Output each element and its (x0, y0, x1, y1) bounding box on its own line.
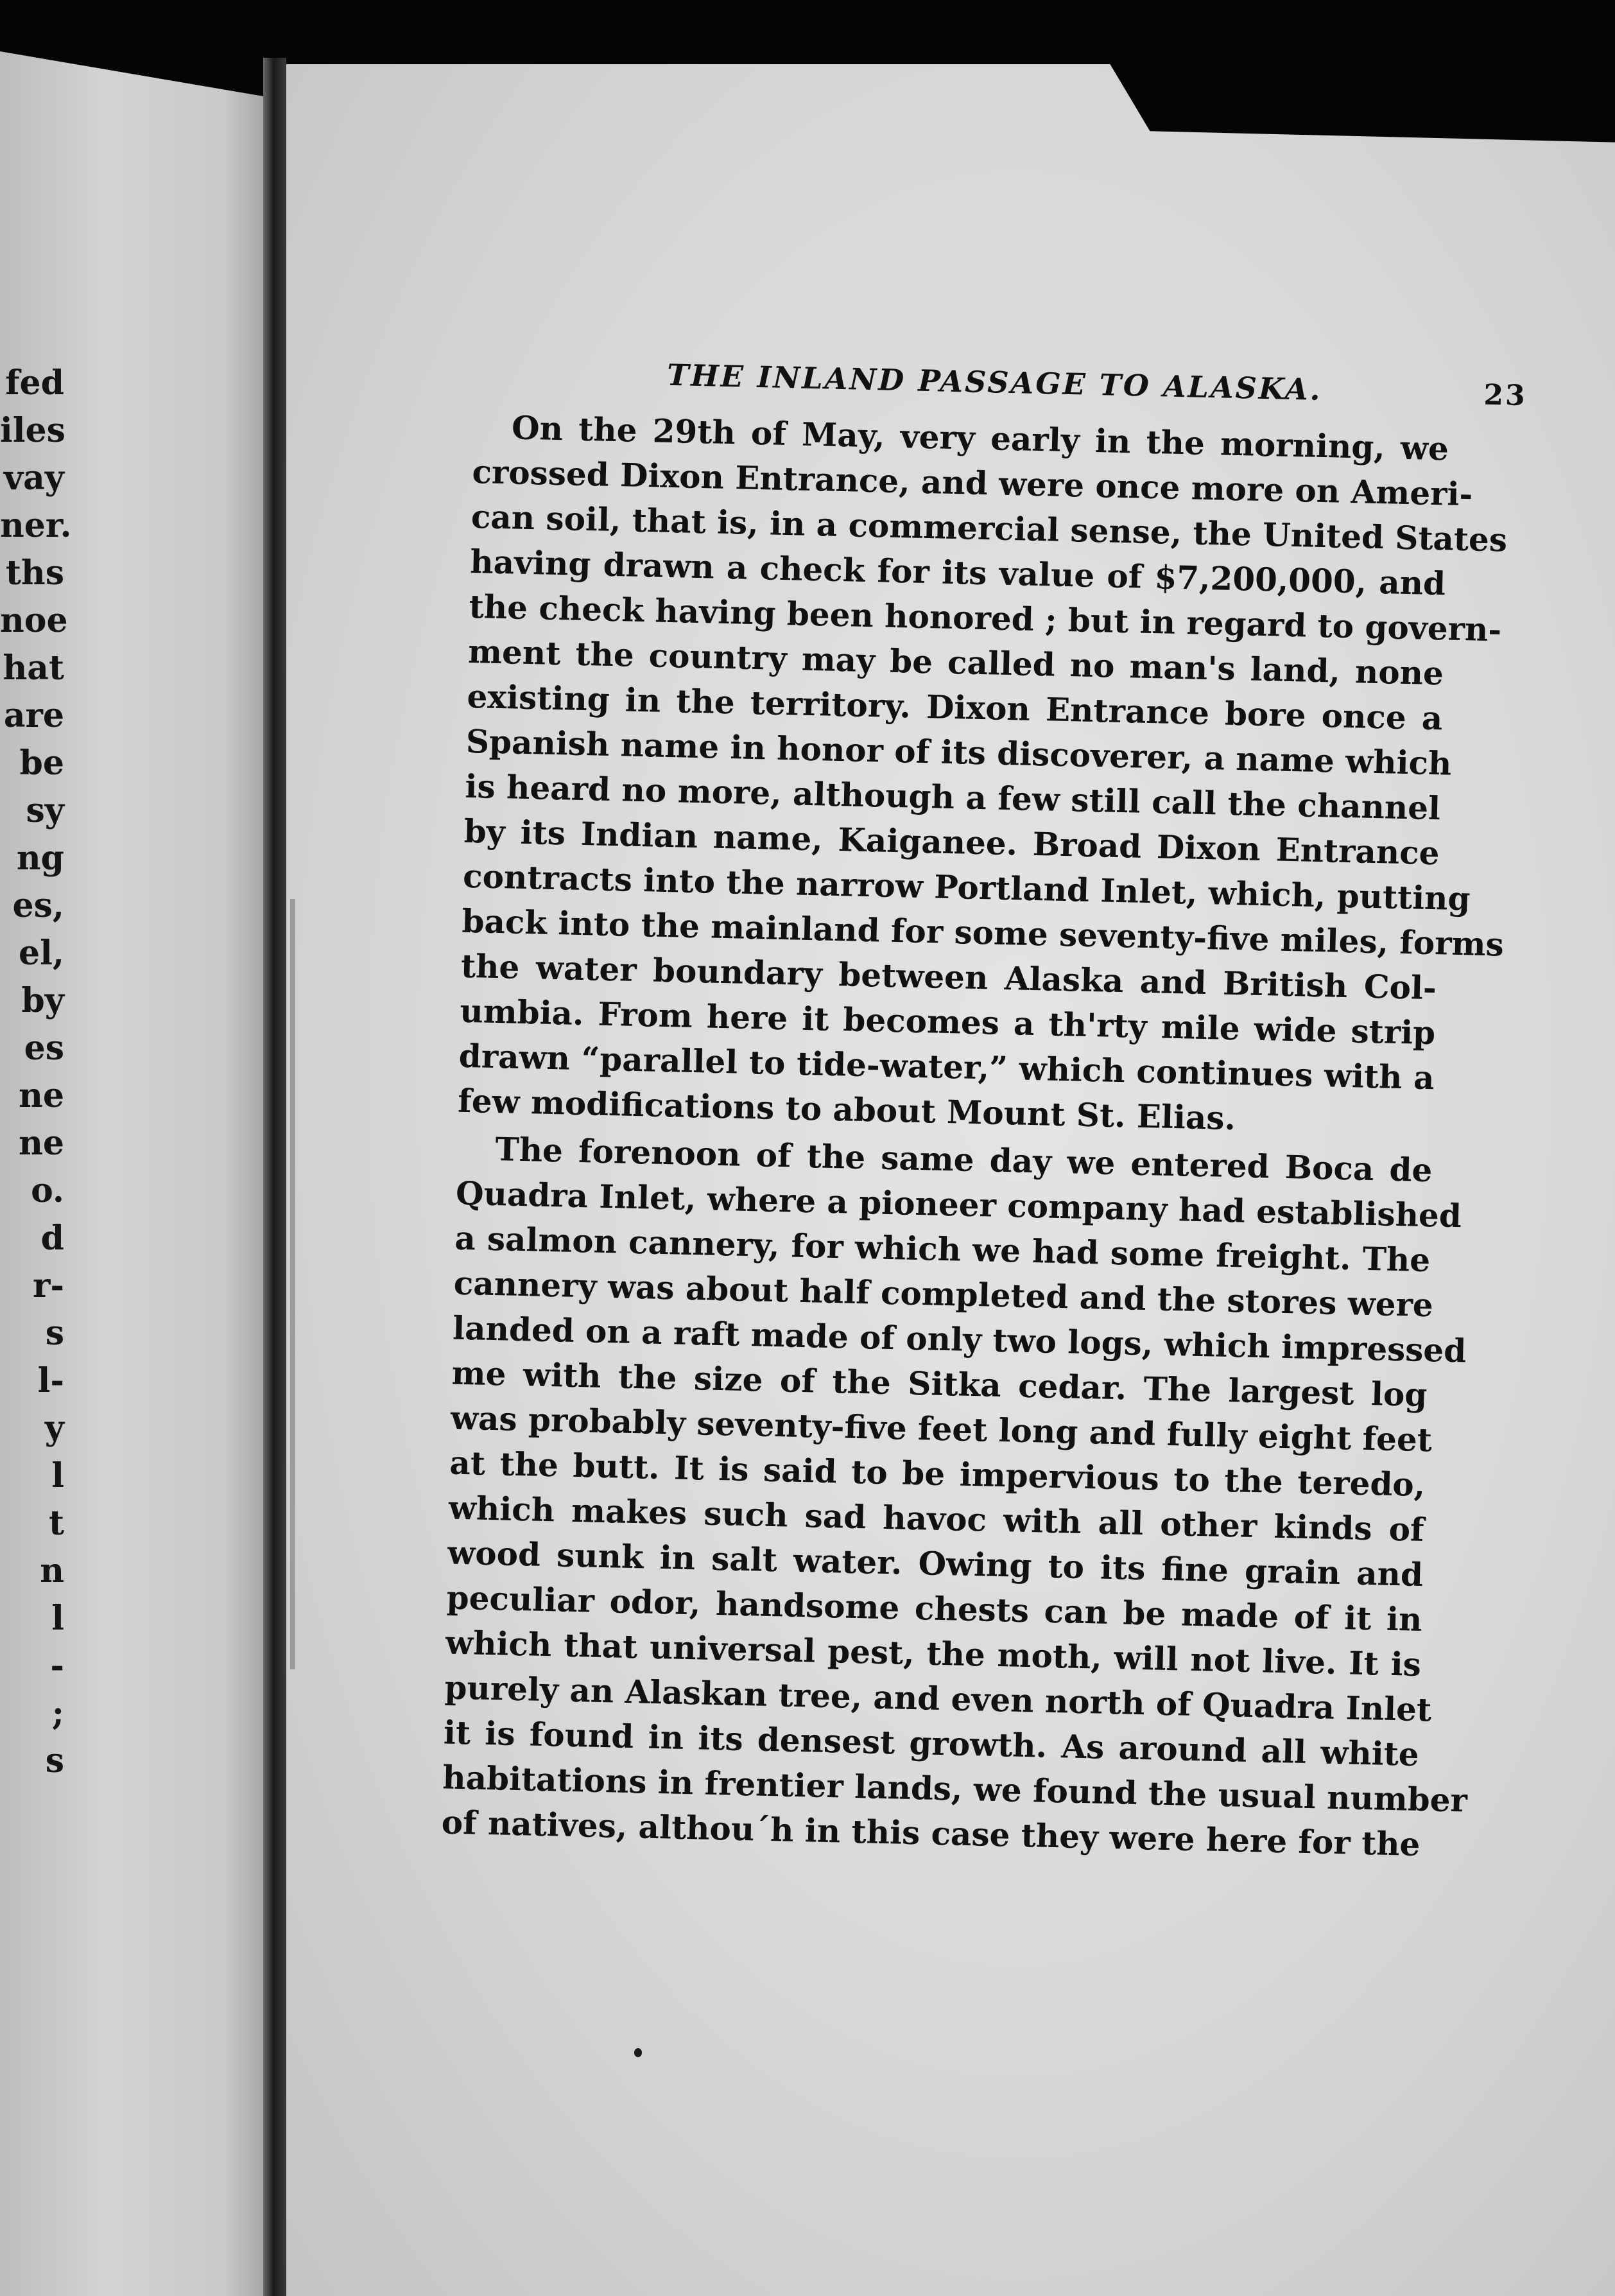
text-line: the check having been honored ; but in regard to govern- (469, 587, 1502, 649)
previous-page-fragment: are (3, 696, 64, 735)
text-line: it is found in its densest growth. As around all white (443, 1713, 1420, 1773)
text-line: ment the country may be called no man's land, none (467, 632, 1444, 693)
previous-page-fragment: ne (19, 1124, 64, 1163)
text-line: a salmon cannery, for which we had some freight. The (454, 1219, 1431, 1280)
text-line: wood sunk in salt water. Owing to its fine grain and (447, 1533, 1424, 1594)
previous-page-fragment: iles (0, 411, 65, 450)
text-line: which makes such sad havoc with all other kinds of (448, 1488, 1425, 1549)
previous-page-fragment: o. (31, 1171, 64, 1210)
previous-page-fragment: by (21, 981, 64, 1020)
previous-page-fragment: hat (3, 648, 64, 688)
previous-page-fragment: t (48, 1504, 64, 1543)
text-line: contracts into the narrow Portland Inlet, which, putting (462, 857, 1471, 918)
previous-page-fragment: n (40, 1551, 64, 1590)
previous-page-fragment: l (51, 1599, 64, 1638)
previous-page-fragment: l (51, 1456, 64, 1495)
text-line: at the butt. It is said to be impervious to the teredo, (449, 1443, 1426, 1504)
previous-page-fragment: s (45, 1314, 64, 1353)
text-line: back into the mainland for some seventy-five miles, forms (462, 901, 1505, 964)
previous-page-fragment: es, (12, 886, 64, 925)
page-text-block (441, 347, 1528, 1867)
text-line: landed on a raft made of only two logs, which impressed (452, 1309, 1467, 1370)
previous-page-fragment: sy (26, 791, 64, 830)
text-line: few modifications to about Mount St. Elias. (457, 1081, 1236, 1138)
text-line: me with the size of the Sitka cedar. The largest log (451, 1353, 1428, 1414)
page-crease (290, 899, 295, 1669)
text-line: The forenoon of the same day we entered Boca de (494, 1130, 1433, 1190)
body-text (441, 404, 1508, 1867)
previous-page-fragment: vay (3, 458, 64, 498)
previous-page-fragment: r- (33, 1266, 64, 1305)
previous-page-fragment: fed (5, 363, 64, 403)
book-gutter (263, 58, 286, 2296)
paragraph (441, 1126, 1468, 1867)
text-line: the water boundary between Alaska and British Col- (460, 946, 1437, 1007)
previous-page-fragment: ths (5, 553, 64, 593)
previous-page-fragment: l- (37, 1361, 64, 1400)
previous-page-fragment: d (40, 1219, 64, 1258)
previous-page-fragment: y (44, 1409, 64, 1448)
text-line: drawn “parallel to tide-water,” which continues with a (458, 1036, 1435, 1097)
previous-page-fragment: el, (19, 934, 64, 973)
previous-page-fragment: - (50, 1646, 64, 1685)
text-line: of natives, althou´h in this case they were here for the (441, 1803, 1421, 1863)
previous-page-fragment: ner. (0, 506, 72, 545)
text-line: was probably seventy-five feet long and fully eight feet (450, 1398, 1433, 1459)
ink-speck (634, 2048, 642, 2057)
page-number: 23 (1483, 378, 1528, 413)
previous-page-fragment: ne (19, 1076, 64, 1115)
text-line: Spanish name in honor of its discoverer, a name which (465, 722, 1453, 783)
text-line: by its Indian name, Kaiganee. Broad Dixon Entrance (463, 812, 1440, 873)
previous-page-fragment: be (19, 744, 64, 783)
text-line: crossed Dixon Entrance, and were once more on Ameri- (471, 452, 1473, 514)
text-line: peculiar odor, handsome chests can be made of it in (446, 1578, 1423, 1639)
text-line: habitations in frentier lands, we found the usual number (442, 1758, 1468, 1820)
previous-page-fragment: ng (16, 839, 64, 878)
previous-page-fragment: noe (0, 601, 68, 640)
previous-page-fragment: ; (51, 1694, 64, 1733)
text-line: having drawn a check for its value of $7,200,000, and (469, 542, 1446, 603)
text-line: umbia. From here it becomes a th'rty mile wide strip (459, 991, 1436, 1052)
previous-page-fragment: es (24, 1029, 64, 1068)
text-line: existing in the territory. Dixon Entrance bore once a (466, 677, 1443, 738)
text-line: On the 29th of May, very early in the morning, we (511, 408, 1449, 468)
text-line: is heard no more, although a few still call the channel (464, 767, 1441, 828)
text-line: cannery was about half completed and the stores were (453, 1264, 1434, 1325)
text-line: purely an Alaskan tree, and even north of Quadra Inlet (444, 1668, 1432, 1729)
text-line: Quadra Inlet, where a pioneer company had established (455, 1174, 1462, 1235)
text-line: which that universal pest, the moth, will not live. It is (445, 1623, 1422, 1683)
previous-page-fragment: s (45, 1741, 64, 1780)
text-line: can soil, that is, in a commercial sense, the United States (471, 497, 1508, 559)
previous-page-line-endings (0, 360, 72, 1785)
running-head-title: THE INLAND PASSAGE TO ALASKA. (666, 357, 1323, 407)
paragraph (457, 404, 1508, 1145)
